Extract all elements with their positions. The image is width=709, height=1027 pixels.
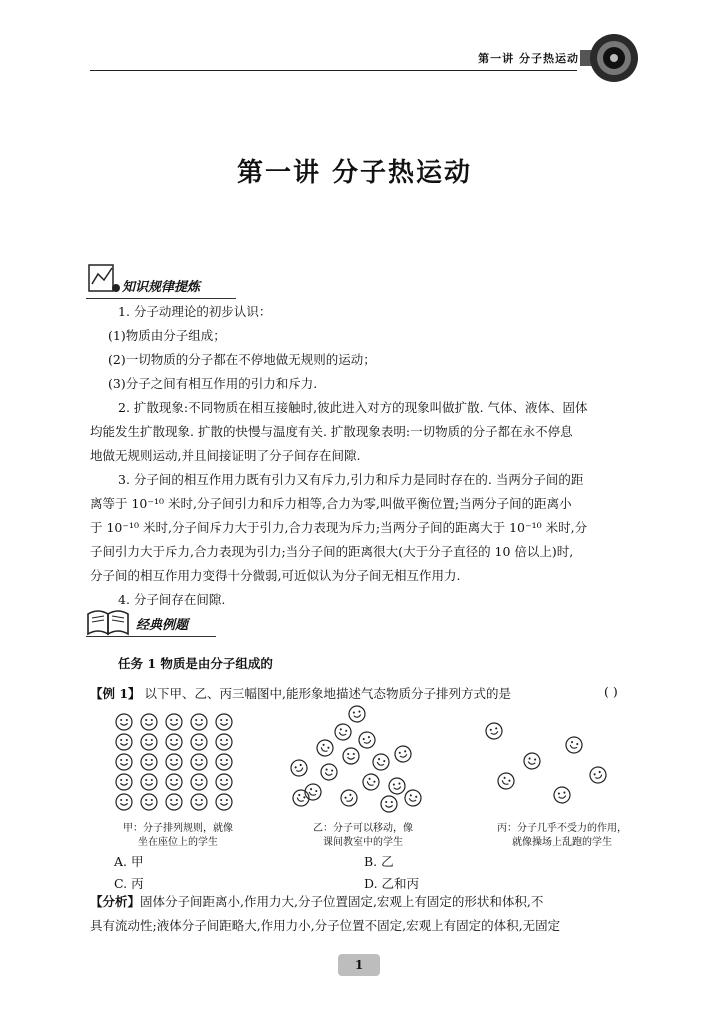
molecule-smiley <box>116 794 132 810</box>
task-heading: 任务 1 物质是由分子组成的 <box>118 656 273 671</box>
molecule-smiley <box>166 794 182 810</box>
molecule-smiley <box>191 734 207 750</box>
knowledge-line: 3. 分子间的相互作用力既有引力又有斥力,引力和斥力是同时存在的. 当两分子间的距 <box>118 472 584 487</box>
molecule-smiley <box>216 794 232 810</box>
molecule-smiley <box>371 752 392 773</box>
molecule-smiley <box>116 754 132 770</box>
analysis-line: 【分析】固体分子间距离小,作用力大,分子位置固定,宏观上有固定的形状和体积,不 <box>90 894 544 909</box>
book-icon <box>84 604 134 638</box>
figure-jia <box>110 712 240 812</box>
molecule-smiley <box>553 786 572 805</box>
running-title: 第一讲 分子热运动 <box>478 52 579 65</box>
molecule-smiley <box>216 754 232 770</box>
analysis-label: 【分析】 <box>90 894 141 909</box>
molecule-smiley <box>191 754 207 770</box>
figure-bing <box>470 715 620 810</box>
molecule-smiley <box>216 714 232 730</box>
knowledge-line: 子间引力大于斥力,合力表现为引力;当分子间的距离很大(大于分子直径的 10 倍以上)时, <box>90 544 574 559</box>
analysis-line: 具有流动性;液体分子间距略大,作用力小,分子位置不固定,宏观上有固定的体积,无固定 <box>90 918 561 933</box>
knowledge-line: 1. 分子动理论的初步认识： <box>118 304 272 319</box>
caption-jia: 甲：分子排列规则，就像 坐在座位上的学生 <box>123 823 233 848</box>
answer-bracket: ( ) <box>604 684 618 699</box>
molecule-smiley <box>116 774 132 790</box>
knowledge-line: 于 10⁻¹⁰ 米时,分子间斥力大于引力,合力表现为斥力;当两分子间的距离大于 10⁻¹⁰ 米时,分 <box>90 520 588 535</box>
molecule-smiley <box>523 752 542 771</box>
page-title: 第一讲 分子热运动 <box>236 158 473 188</box>
molecule-smiley <box>166 734 182 750</box>
molecule-smiley <box>116 714 132 730</box>
figure-yi <box>285 700 435 815</box>
molecule-smiley <box>484 721 504 741</box>
molecule-smiley <box>141 774 157 790</box>
molecule-smiley <box>216 774 232 790</box>
knowledge-line: 离等于 10⁻¹⁰ 米时,分子间引力和斥力相等,合力为零,叫做平衡位置;当两分子间的距离小 <box>90 496 572 511</box>
knowledge-line: 2. 扩散现象:不同物质在相互接触时,彼此进入对方的现象叫做扩散. 气体、液体、固体 <box>118 400 588 415</box>
molecule-smiley <box>191 714 207 730</box>
molecule-smiley <box>141 714 157 730</box>
molecule-smiley <box>320 763 339 782</box>
molecule-smiley <box>288 757 309 778</box>
molecule-smiley <box>393 744 413 764</box>
knowledge-line: 地做无规则运动,并且间接证明了分子间存在间隙. <box>90 448 361 463</box>
molecule-smiley <box>348 705 367 724</box>
page-number: 1 <box>338 954 380 976</box>
header-rule <box>90 70 577 71</box>
molecule-smiley <box>166 714 182 730</box>
molecule-smiley <box>338 787 360 809</box>
molecule-smiley <box>116 734 132 750</box>
example-text: 以下甲、乙、丙三幅图中,能形象地描述气态物质分子排列方式的是 <box>144 686 512 701</box>
molecule-smiley <box>587 764 608 785</box>
molecule-smiley <box>216 734 232 750</box>
caption-bing: 丙：分子几乎不受力的作用， 就像操场上乱跑的学生 <box>497 823 627 848</box>
molecule-smiley <box>357 730 378 751</box>
knowledge-line: 分子间的相互作用力变得十分微弱,可近似认为分子间无相互作用力. <box>90 568 461 583</box>
molecule-smiley <box>166 774 182 790</box>
section-examples-heading: 经典例题 <box>136 618 189 633</box>
molecule-smiley <box>564 735 585 756</box>
molecule-smiley <box>141 794 157 810</box>
option-a: A. 甲 <box>114 854 144 869</box>
knowledge-line: 均能发生扩散现象. 扩散的快慢与温度有关. 扩散现象表明:一切物质的分子都在永不停息 <box>90 424 573 439</box>
molecule-smiley <box>381 796 397 812</box>
molecule-smiley <box>191 774 207 790</box>
knowledge-line: (1)物质由分子组成； <box>108 328 226 343</box>
molecule-smiley <box>388 777 407 796</box>
molecule-smiley <box>191 794 207 810</box>
molecule-smiley <box>141 734 157 750</box>
option-c: C. 丙 <box>114 876 144 891</box>
camera-lens-icon <box>580 30 642 86</box>
knowledge-line: 4. 分子间存在间隙. <box>118 592 226 607</box>
molecule-smiley <box>141 754 157 770</box>
knowledge-line: (2)一切物质的分子都在不停地做无规则的运动； <box>108 352 376 367</box>
knowledge-line: (3)分子之间有相互作用的引力和斥力. <box>108 376 318 391</box>
option-d: D. 乙和丙 <box>364 876 420 891</box>
molecule-smiley <box>360 771 382 793</box>
molecule-smiley <box>166 754 182 770</box>
example-label: 【例 1】 <box>90 686 141 701</box>
option-b: B. 乙 <box>364 854 394 869</box>
molecule-smiley <box>403 788 423 808</box>
section-knowledge-heading: 知识规律提炼 <box>122 280 201 295</box>
molecule-smiley <box>314 737 336 759</box>
molecule-smiley <box>290 787 311 808</box>
molecule-smiley <box>343 748 359 764</box>
molecule-smiley <box>495 770 517 792</box>
section-rule <box>86 636 216 637</box>
knowledge-icon <box>86 260 122 296</box>
section-rule <box>86 298 236 299</box>
caption-yi: 乙：分子可以移动，像 课间教室中的学生 <box>313 823 413 848</box>
molecule-smiley <box>333 722 353 742</box>
